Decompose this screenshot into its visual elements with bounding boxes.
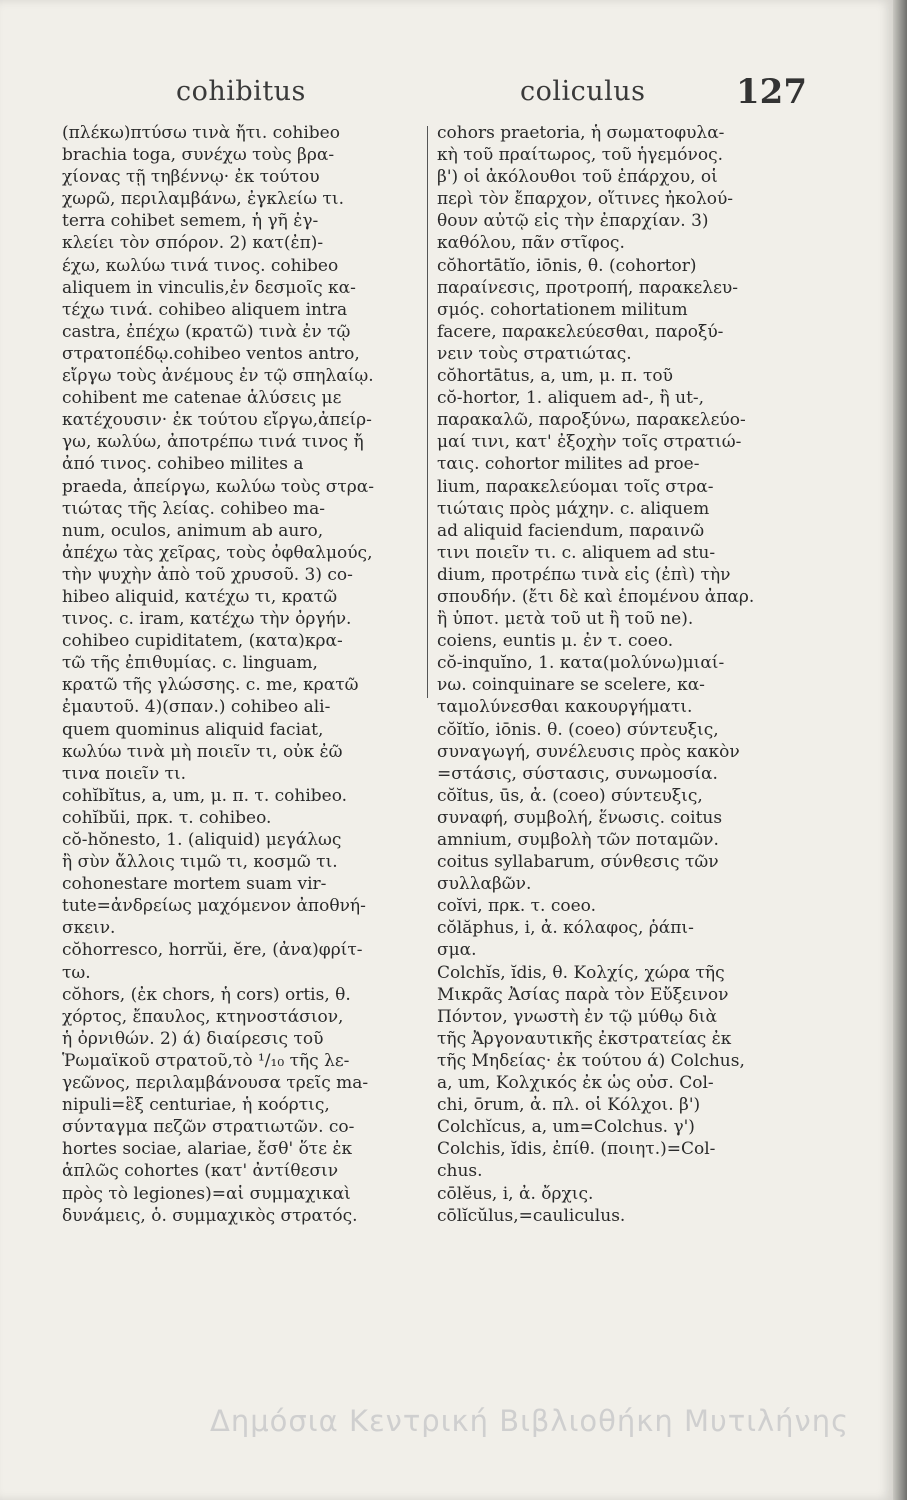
dictionary-line: =στάσις, σύστασις, συνωμοσία. [437,763,718,784]
header-left-guide-word: cohibitus [176,76,306,107]
dictionary-line: Colchis, ĭdis, ἐπίθ. (ποιητ.)=Col- [437,1139,716,1160]
dictionary-line: καθόλου, πᾶν στῖφος. [437,233,625,254]
dictionary-line: Μικρᾶς Ἀσίας παρὰ τὸν Εὔξεινον [437,984,729,1005]
dictionary-line: ἀπό τινος. cohibeo milites a [62,454,304,475]
dictionary-line: παρακαλῶ, παροξύνω, παρακελεύο- [437,410,746,431]
library-watermark: Δημόσια Κεντρική Βιβλιοθήκη Μυτιλήνης [210,1404,850,1438]
dictionary-line: cŏ-hŏnesto, 1. (aliquid) μεγάλως [62,830,342,850]
dictionary-line: τινος. c. iram, κατέχω τὴν ὀργήν. [62,609,352,630]
dictionary-line: cŏĭtĭo, iōnis. θ. (coeo) σύντευξις, [437,719,719,740]
dictionary-line: chi, ōrum, ἀ. πλ. οἱ Κόλχοι. β') [437,1095,701,1116]
dictionary-line: τω. [62,962,91,983]
dictionary-line: σκειν. [62,918,116,939]
dictionary-line: κατέχουσιν· ἐκ τούτου εἴργω,ἀπείρ- [62,410,372,431]
page-edge [893,0,907,1500]
dictionary-line: νειν τοὺς στρατιώτας. [437,343,632,364]
right-column [437,122,797,1227]
dictionary-line: έχω, κωλύω τινά τινος. cohibeo [62,255,339,276]
page-number: 127 [736,72,807,112]
dictionary-line: hortes sociae, alariae, ἔσθ' ὅτε ἐκ [62,1139,353,1160]
dictionary-line: δυνάμεις, ὁ. συμμαχικὸς στρατός. [62,1205,358,1226]
dictionary-line: cōlĕus, i, ἀ. ὄρχις. [437,1183,594,1204]
dictionary-line: ἢ σὺν ἄλλοις τιμῶ τι, κοσμῶ τι. [62,852,338,873]
dictionary-line: castra, ἐπέχω (κρατῶ) τινὰ ἐν τῷ [62,321,351,342]
dictionary-line: cohibeo cupiditatem, (κατα)κρα- [62,631,343,652]
dictionary-line: facere, παρακελεύεσθαι, παροξύ- [437,321,724,342]
dictionary-line: ἁπλῶς cohortes (κατ' ἀντίθεσιν [62,1161,339,1182]
dictionary-line: ἢ ὑποτ. μετὰ τοῦ ut ἢ τοῦ ne). [437,609,694,630]
dictionary-line: aliquem in vinculis,ἐν δεσμοῖς κα- [62,277,356,298]
dictionary-line: praeda, ἀπείργω, κωλύω τοὺς στρα- [62,476,374,497]
dictionary-line: cōlĭcŭlus,=cauliculus. [437,1205,626,1226]
dictionary-line: cohĭbĭtus, a, um, μ. π. τ. cohibeo. [62,785,348,806]
dictionary-line: τιώταις πρὸς μάχην. c. aliquem [437,498,710,519]
dictionary-line: μαί τινι, κατ' ἐξοχὴν τοῖς στρατιώ- [437,432,742,453]
dictionary-line: σμα. [437,940,477,961]
dictionary-line: συναφή, συμβολή, ἕνωσις. coitus [437,807,723,828]
dictionary-line: παραίνεσις, προτροπή, παρακελευ- [437,277,738,298]
dictionary-line: τινα ποιεῖν τι. [62,763,187,784]
dictionary-line: brachia toga, συνέχω τοὺς βρα- [62,145,335,166]
dictionary-line: coitus syllabarum, σύνθεσις τῶν [437,852,719,873]
column-divider [427,126,428,698]
dictionary-line: cohonestare mortem suam vir- [62,874,327,895]
dictionary-line: συναγωγή, συνέλευσις πρὸς κακὸν [437,741,740,762]
dictionary-line: cŏhors, (ἐκ chors, ἡ cors) ortis, θ. [62,984,351,1005]
dictionary-line: τινι ποιεῖν τι. c. aliquem ad stu- [437,542,716,563]
header-right-guide-word: coliculus [520,76,646,107]
dictionary-line: quem quominus aliquid faciat, [62,719,324,740]
dictionary-line: β') οἱ ἀκόλουθοι τοῦ ἐπάρχου, οἱ [437,167,718,188]
dictionary-line: τῆς Μηδείας· ἐκ τούτου ά) Colchus, [437,1050,745,1071]
dictionary-line: σπουδήν. (ἔτι δὲ καὶ ἑπομένου ἀπαρ. [437,586,755,607]
dictionary-line: χωρῶ, περιλαμβάνω, ἐγκλείω τι. [62,189,344,210]
dictionary-line: ἡ ὀρνιθών. 2) ά) διαίρεσις τοῦ [62,1028,324,1049]
dictionary-line: τιώτας τῆς λείας. cohibeo ma- [62,498,326,519]
dictionary-line: Ῥωμαϊκοῦ στρατοῦ,τὸ ¹/₁₀ τῆς λε- [62,1050,350,1071]
dictionary-line: coiens, euntis μ. ἐν τ. coeo. [437,631,674,652]
dictionary-line: κωλύω τινὰ μὴ ποιεῖν τι, οὐκ ἐῶ [62,741,343,762]
dictionary-line: χίονας τῇ τηβέννῳ· ἐκ τούτου [62,167,320,188]
dictionary-line: γεῶνος, περιλαμβάνουσα τρεῖς ma- [62,1073,369,1094]
dictionary-line: cŏlăphus, i, ἀ. κόλαφος, ῥάπι- [437,918,694,939]
dictionary-line: εἴργω τοὺς ἀνέμους ἐν τῷ σπηλαίῳ. [62,366,374,387]
dictionary-line: coĭvi, πρκ. τ. coeo. [437,896,597,917]
dictionary-line: θουν αὐτῷ εἰς τὴν ἐπαρχίαν. 3) [437,211,709,232]
dictionary-line: nipuli=ἓξ centuriae, ἡ κοόρτις, [62,1095,330,1116]
dictionary-line: ad aliquid faciendum, παραινῶ [437,520,705,541]
dictionary-line: τὴν ψυχὴν ἀπὸ τοῦ χρυσοῦ. 3) co- [62,564,353,585]
dictionary-line: κλείει τὸν σπόρον. 2) κατ(ἐπ)- [62,233,324,254]
dictionary-line: cohĭbŭi, πρκ. τ. cohibeo. [62,807,272,828]
dictionary-line: dium, προτρέπω τινὰ εἰς (ἐπὶ) τὴν [437,564,731,585]
dictionary-line: πρὸς τὸ legiones)=αἱ συμμαχικαὶ [62,1183,351,1204]
dictionary-line: cŏĭtus, ūs, ἀ. (coeo) σύντευξις, [437,785,703,806]
dictionary-line: ἀπέχω τὰς χεῖρας, τοὺς ὀφθαλμούς, [62,542,373,563]
dictionary-line: cŏ-inquĭno, 1. κατα(μολύνω)μιαί- [437,653,725,674]
dictionary-line: lium, παρακελεύομαι τοῖς στρα- [437,476,714,497]
dictionary-line: νω. coinquinare se scelere, κα- [437,675,705,696]
dictionary-line: Colchĭcus, a, um=Colchus. γ') [437,1117,695,1138]
dictionary-line: περὶ τὸν ἔπαρχον, οἵτινες ἠκολού- [437,189,734,210]
dictionary-line: hibeo aliquid, κατέχω τι, κρατῶ [62,586,338,607]
dictionary-line: τῶ τῆς ἐπιθυμίας. c. linguam, [62,653,318,674]
dictionary-line: τῆς Ἀργοναυτικῆς ἐκστρατείας ἐκ [437,1028,732,1049]
dictionary-line: χόρτος, ἔπαυλος, κτηνοστάσιον, [62,1006,344,1027]
dictionary-line: γω, κωλύω, ἀποτρέπω τινά τινος ἤ [62,432,364,453]
dictionary-line: cohors praetoria, ἡ σωματοφυλα- [437,123,725,143]
dictionary-line: ἐμαυτοῦ. 4)(σπαν.) cohibeo ali- [62,697,331,718]
dictionary-line: tute=ἀνδρείως μαχόμενον ἀποθνή- [62,896,366,917]
dictionary-line: (πλέκω)πτύσω τινὰ ἤτι. cohibeo [62,123,340,143]
dictionary-line: στρατοπέδῳ.cohibeo ventos antro, [62,343,360,364]
dictionary-line: συλλαβῶν. [437,874,532,895]
dictionary-line: amnium, συμβολὴ τῶν ποταμῶν. [437,830,719,850]
dictionary-line: terra cohibet semem, ἡ γῆ ἐγ- [62,211,319,232]
dictionary-line: cohibent me catenae ἁλύσεις με [62,388,342,409]
dictionary-line: num, oculos, animum ab auro, [62,520,324,541]
dictionary-line: chus. [437,1161,483,1182]
left-column [62,122,420,1227]
dictionary-line: Πόντον, γνωστὴ ἐν τῷ μύθῳ διὰ [437,1006,717,1027]
dictionary-line: cŏhortātus, a, um, μ. π. τοῦ [437,366,673,387]
dictionary-line: Colchĭs, ĭdis, θ. Κολχίς, χώρα τῆς [437,962,725,983]
dictionary-line: σμός. cohortationem militum [437,299,688,320]
dictionary-line: cŏhorresco, horrŭi, ĕre, (ἀνα)φρίτ- [62,940,363,961]
dictionary-line: cŏ-hortor, 1. aliquem ad-, ἢ ut-, [437,388,705,409]
dictionary-line: κρατῶ τῆς γλώσσης. c. me, κρατῶ [62,675,359,696]
dictionary-line: τέχω τινά. cohibeo aliquem intra [62,299,348,320]
dictionary-line: cŏhortātĭo, iōnis, θ. (cohortor) [437,255,697,276]
dictionary-line: σύνταγμα πεζῶν στρατιωτῶν. co- [62,1117,355,1138]
dictionary-line: ταις. cohortor milites ad proe- [437,454,700,475]
dictionary-line: a, um, Κολχικός ἐκ ὡς οὐσ. Col- [437,1073,714,1094]
dictionary-line: κὴ τοῦ πραίτωρος, τοῦ ἡγεμόνος. [437,145,724,166]
dictionary-line: ταμολύνεσθαι κακουργήματι. [437,697,693,718]
